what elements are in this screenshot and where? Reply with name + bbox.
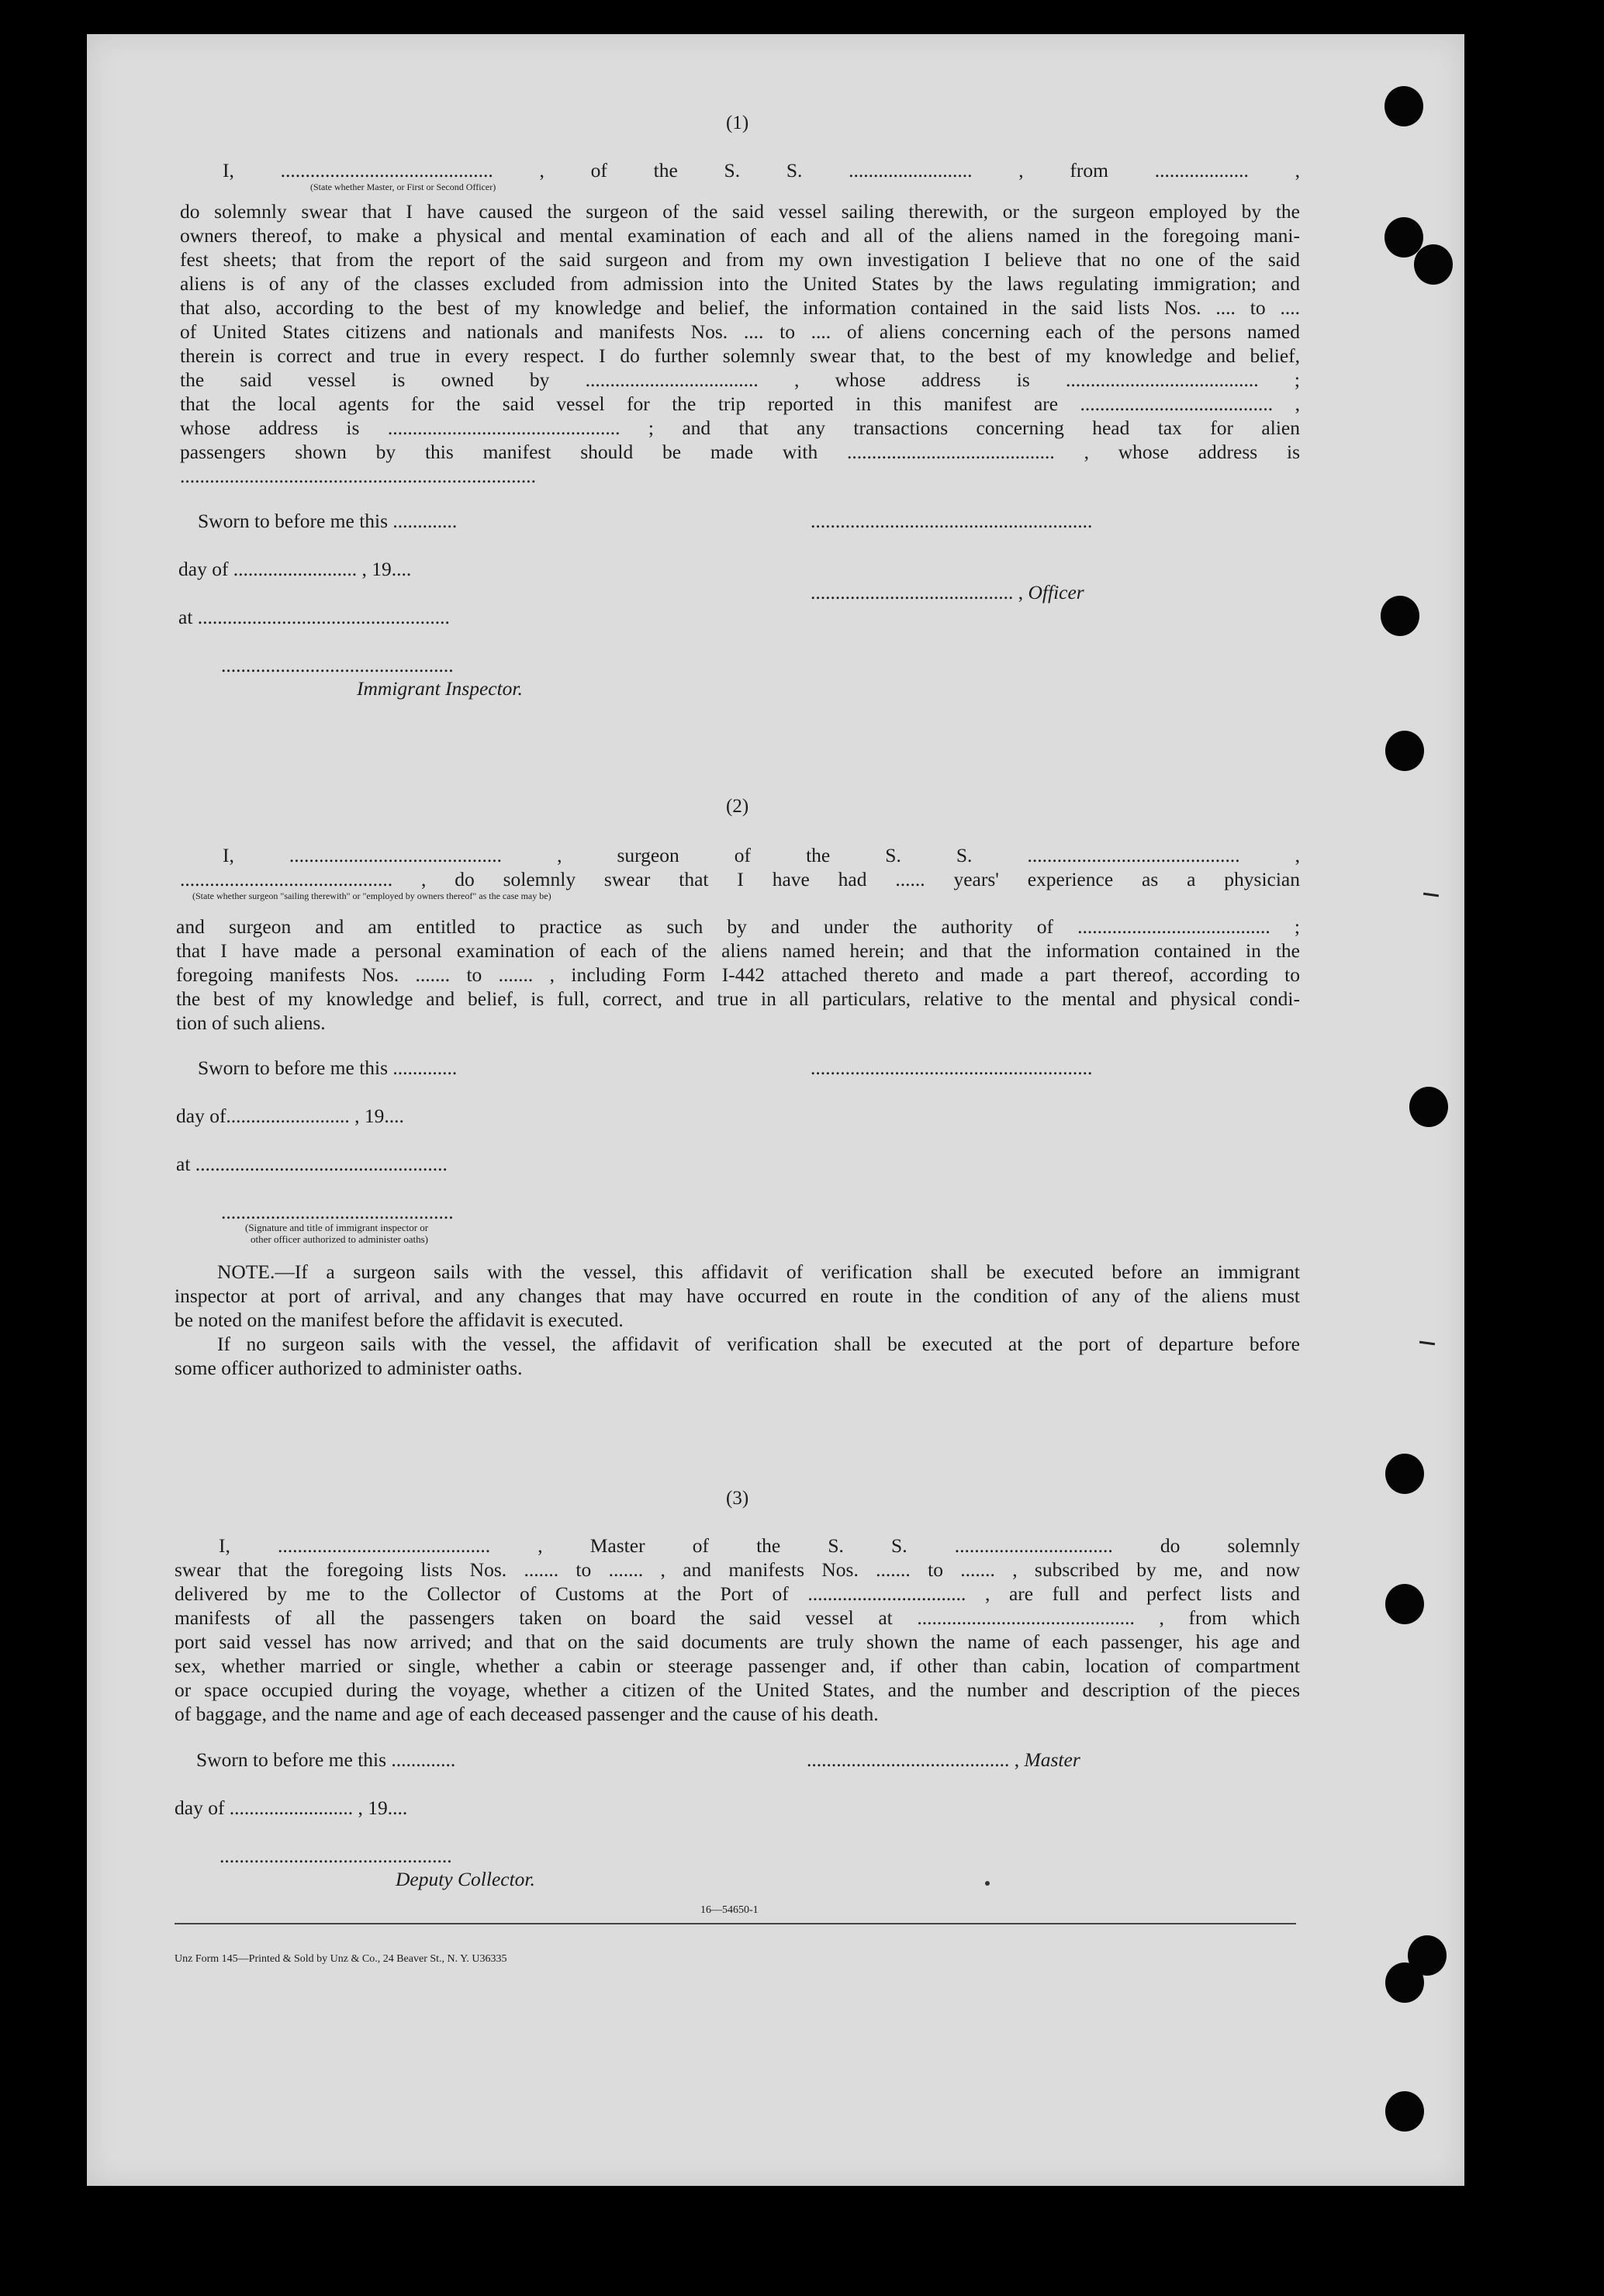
date-line: day of ......................... , 19.... xyxy=(178,558,412,580)
officer-signature-line: ......................................... , Officer xyxy=(811,581,1084,603)
affidavit-line: the best of my knowledge and belief, is full, correct, and true in all particulars, relative to the mental and physical condi- xyxy=(176,987,1300,1010)
affidavit-line: delivered by me to the Collector of Customs at the Port of ................................ , are full and perfect lists and xyxy=(175,1582,1300,1605)
affidavit-line: foregoing manifests Nos. ....... to ....... , including Form I-442 attached thereto and made a part thereof, according to xyxy=(176,963,1300,986)
punch-hole xyxy=(1409,1087,1448,1127)
ink-speck xyxy=(985,1881,990,1886)
signature-line: ......................................................... xyxy=(811,510,1093,532)
signature-note: other officer authorized to administer oaths) xyxy=(251,1233,428,1245)
officer-label: Officer xyxy=(1028,581,1084,603)
master-signature-line: ......................................... , Master xyxy=(807,1748,1080,1771)
affidavit-line: ........................................................................ xyxy=(180,465,536,487)
punch-hole xyxy=(1385,2091,1424,2132)
form-number: 16—54650-1 xyxy=(700,1904,759,1916)
sworn-line: Sworn to before me this ............. xyxy=(196,1748,456,1771)
note-line: be noted on the manifest before the affidavit is executed. xyxy=(175,1309,624,1331)
note-line: If no surgeon sails with the vessel, the affidavit of verification shall be executed at the port of departure before xyxy=(217,1333,1300,1355)
note-line: some officer authorized to administer oaths. xyxy=(175,1357,523,1379)
affidavit-line: I, ........................................... , of the S. S. ......................... , from ................... , xyxy=(223,159,1300,182)
note-line: inspector at port of arrival, and any changes that may have occurred en route in the condition of any of the aliens must xyxy=(175,1285,1300,1307)
punch-hole xyxy=(1414,244,1453,285)
sworn-line: Sworn to before me this ............. xyxy=(198,510,458,532)
place-line: at ................................................... xyxy=(178,606,450,628)
affidavit-line: that the local agents for the said vessel for the trip reported in this manifest are ....................................... , xyxy=(180,392,1300,415)
signature-note: (Signature and title of immigrant inspector or xyxy=(245,1222,429,1233)
place-line: at ................................................... xyxy=(176,1153,448,1175)
inspector-label: Immigrant Inspector. xyxy=(357,677,523,700)
affidavit-line: of baggage, and the name and age of each deceased passenger and the cause of his death. xyxy=(175,1703,879,1725)
affidavit-line: passengers shown by this manifest should be made with .......................................... , whose address is xyxy=(180,441,1300,463)
affidavit-line: port said vessel has now arrived; and that on the said documents are truly shown the name of each passenger, his age and xyxy=(175,1630,1300,1653)
field-note: (State whether surgeon "sailing therewith" or "employed by owners thereof" as the case may be) xyxy=(192,890,551,901)
affidavit-line: the said vessel is owned by ................................... , whose address is ....................................... ; xyxy=(180,368,1300,391)
section-number: (2) xyxy=(726,796,749,817)
punch-hole xyxy=(1385,1454,1424,1494)
deputy-label: Deputy Collector. xyxy=(396,1868,535,1890)
affidavit-line: I, ........................................... , surgeon of the S. S. ........................................... , xyxy=(223,844,1300,866)
sworn-line: Sworn to before me this ............. xyxy=(198,1056,458,1079)
section-number: (1) xyxy=(726,112,749,133)
date-line: day of ......................... , 19.... xyxy=(175,1796,408,1819)
affidavit-line: tion of such aliens. xyxy=(176,1011,326,1034)
master-label: Master xyxy=(1024,1748,1080,1771)
signature-line: ......................................................... xyxy=(811,1056,1093,1079)
affidavit-line: do solemnly swear that I have caused the surgeon of the said vessel sailing therewith, or the surgeon employed by the xyxy=(180,200,1300,223)
punch-hole xyxy=(1385,1962,1424,2003)
section-number: (3) xyxy=(726,1488,749,1509)
punch-hole xyxy=(1384,86,1423,126)
punch-hole xyxy=(1381,596,1419,636)
footer-rule xyxy=(175,1923,1296,1924)
affidavit-line: fest sheets; that from the report of the said surgeon and from my own investigation I believe that no one of the said xyxy=(180,248,1300,271)
affidavit-line: ........................................... , do solemnly swear that I have had ...... years' experience as a physician xyxy=(180,868,1300,890)
affidavit-line: sex, whether married or single, whether a cabin or steerage passenger and, if other than cabin, location of compartment xyxy=(175,1655,1300,1677)
affidavit-line: of United States citizens and nationals and manifests Nos. .... to .... of aliens concerning each of the persons named xyxy=(180,320,1300,343)
note-line: NOTE.—If a surgeon sails with the vessel, this affidavit of verification shall be executed before an immigrant xyxy=(217,1260,1300,1283)
affidavit-line: that also, according to the best of my knowledge and belief, the information contained in the said lists Nos. .... to .... xyxy=(180,296,1300,319)
date-line: day of......................... , 19.... xyxy=(176,1105,404,1127)
affidavit-line: and surgeon and am entitled to practice as such by and under the authority of ....................................... ; xyxy=(176,915,1300,938)
inspector-signature-line: ............................................... xyxy=(221,654,454,676)
field-note: (State whether Master, or First or Second Officer) xyxy=(310,182,496,192)
affidavit-line: therein is correct and true in every respect. I do further solemnly swear that, to the best of my knowledge and belief, xyxy=(180,344,1300,367)
punch-hole xyxy=(1385,731,1424,771)
affidavit-line: owners thereof, to make a physical and mental examination of each and all of the aliens named in the foregoing mani- xyxy=(180,224,1300,247)
affidavit-line: that I have made a personal examination of each of the aliens named herein; and that the information contained in the xyxy=(176,939,1300,962)
affidavit-line: swear that the foregoing lists Nos. ....... to ....... , and manifests Nos. ....... to ....... , subscribed by me, and now xyxy=(175,1558,1300,1581)
printer-footer: Unz Form 145—Printed & Sold by Unz & Co., 24 Beaver St., N. Y. U36335 xyxy=(175,1953,507,1965)
affidavit-line: whose address is ............................................... ; and that any transactions concerning head tax for alien xyxy=(180,417,1300,439)
affidavit-line: manifests of all the passengers taken on board the said vessel at ............................................ , from which xyxy=(175,1606,1300,1629)
punch-hole xyxy=(1385,1584,1424,1624)
affidavit-line: aliens is of any of the classes excluded from admission into the United States by the laws regulating immigration; and xyxy=(180,272,1300,295)
affidavit-line: or space occupied during the voyage, whether a citizen of the United States, and the number and description of the pieces xyxy=(175,1679,1300,1701)
inspector-signature-line: ............................................... xyxy=(221,1201,454,1223)
affidavit-line: I, ........................................... , Master of the S. S. ................................ do solemnly xyxy=(219,1534,1300,1557)
deputy-signature-line: ............................................... xyxy=(220,1845,452,1867)
